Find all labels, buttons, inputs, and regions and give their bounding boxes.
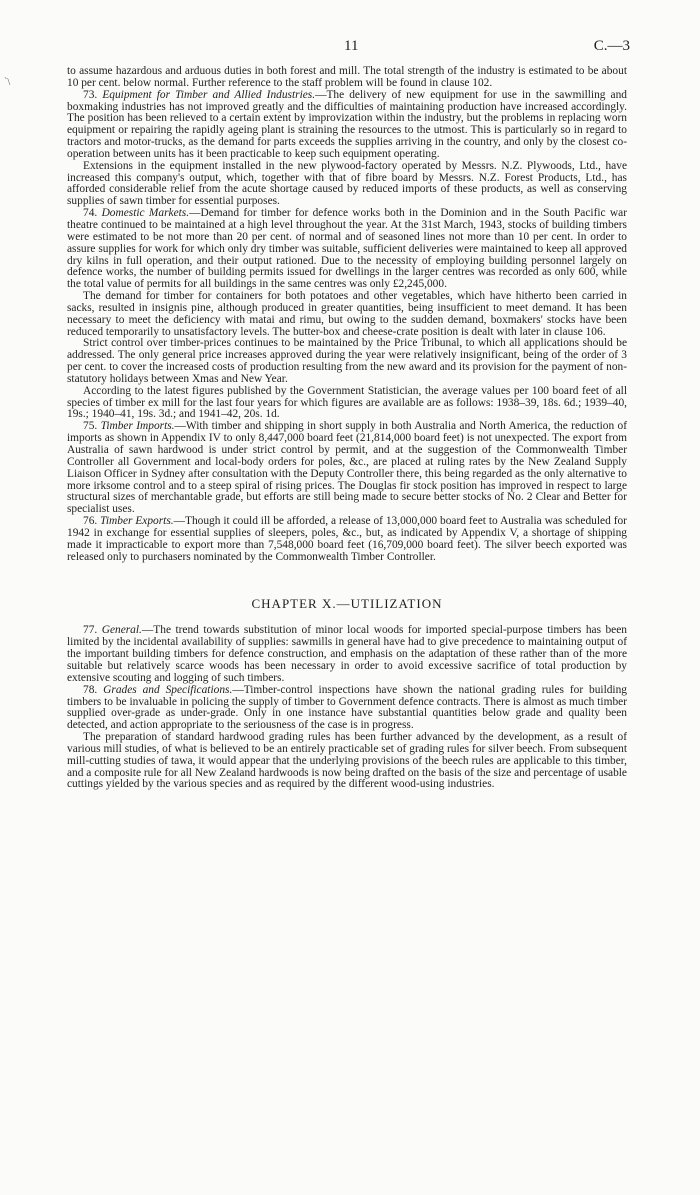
- clause-heading: Domestic Markets.: [101, 207, 190, 220]
- clause-heading: Timber Exports.: [100, 515, 174, 528]
- document-reference: C.—3: [593, 38, 630, 54]
- paragraph-text: The preparation of standard hardwood grading rules has been further advanced by the development, as a result of various mill studies, of what is believed to be an entirely practicable set of grading rules for silver beech. From subsequent mill-cutting studies of tawa, it would appear that the underlying provisions of the beech rules are applicable to this timber, and a composite rule for all New Zealand hardwoods is now being drafted on the basis of the size and percentage of usable cuttings yielded by the various species and as required by the different wood-using industries.: [67, 731, 627, 791]
- section-utilization: [67, 625, 627, 791]
- paragraph-text: —Demand for timber for defence works both in the Dominion and in the South Pacific war theatre continued to be maintained at a high level throughout the year. At the 31st March, 1943, stocks of building timbers were estimated to be not more than 20 per cent. of normal and of seasoned lines not more than 10 per cent. In order to assure supplies for work for which only dry timber was suitable, sufficient deliveries were maintained to keep all approved dry kilns in full operation, and their output rationed. Due to the necessity of employing building personnel largely on defence works, the number of building permits issued for dwellings in the larger centres was recorded as only 600, while the total value of permits for all buildings in the same centres was only £2,245,000.: [67, 207, 627, 291]
- clause-number: 76.: [83, 515, 98, 528]
- paragraph: [67, 161, 627, 208]
- paragraph-text: —Though it could ill be afforded, a release of 13,000,000 board feet to Australia was scheduled for 1942 in exchange for essential supplies of sleepers, poles, &c., but, as indicated by Appendix V, a shortage of shipping made it impracticable to export more than 7,548,000 board feet (16,709,000 board feet). The silver beech exported was released only to purchasers nominated by the Commonwealth Timber Controller.: [67, 515, 627, 563]
- clause-heading: General.: [101, 624, 142, 637]
- clause-number: 74.: [83, 207, 98, 220]
- paragraph-text: The demand for timber for containers for both potatoes and other vegetables, which have hitherto been carried in sacks, resulted in insignis pine, although produced in greater quantities, being insufficient to meet demand. It has been necessary to meet the deficiency with matai and rimu, but owing to the sudden demand, boxmakers' stocks have been reduced temporarily to unsatisfactory levels. The butter-box and cheese-crate position is dealt with later in clause 106.: [67, 290, 627, 338]
- section-forest-industries: [67, 66, 627, 563]
- paragraph: [67, 386, 627, 422]
- paragraph: [67, 516, 627, 563]
- chapter-heading: CHAPTER X.—UTILIZATION: [251, 596, 443, 612]
- page-number: 11: [344, 38, 359, 54]
- paragraph: [67, 208, 627, 291]
- paragraph-text: —The trend towards substitution of minor local woods for imported special-purpose timbers has been limited by the incidental availability of supplies: sawmills in general have had to give precedence to maintaining output of the important building timbers for defence construction, and emphasis on the adaptation of these rather than of the more suitable but relatively scarce woods has been necessary in order to avoid excessive sacrifice of total production by extensive scouting and logging of such timbers.: [67, 624, 627, 684]
- paragraph: [67, 685, 627, 732]
- clause-heading: Equipment for Timber and Allied Industries.: [102, 88, 316, 101]
- page-body: [67, 66, 627, 791]
- clause-heading: Grades and Specifications.: [103, 683, 233, 696]
- paragraph-text: Extensions in the equipment installed in the new plywood-factory operated by Messrs. N.Z. Plywoods, Ltd., have increased this company's output, which, together with that of fibre board by Messrs. N.Z. Forest Products, Ltd., has afforded considerable relief from the acute shortage caused by reduced imports of these products, as well as conserving supplies of sawn timber for essential purposes.: [67, 159, 627, 208]
- paragraph-text: —Timber-control inspections have shown the national grading rules for building timbers to be invaluable in policing the supply of timber to Government defence contracts. There is almost as much timber supplied over-grade as under-grade. Only in one instance have substantial quantities below grade and quality been detected, and action appropriate to the seriousness of the case is in progress.: [67, 683, 627, 732]
- paragraph-text: to assume hazardous and arduous duties in both forest and mill. The total strength of the industry is estimated to be about 10 per cent. below normal. Further reference to the staff problem will be found in clause 102.: [67, 65, 627, 89]
- clause-number: 77.: [83, 624, 98, 637]
- page-header: [0, 38, 700, 58]
- paragraph-text: Strict control over timber-prices continues to be maintained by the Price Tribunal, to which all applications should be addressed. The only general price increases approved during the year were relatively insignificant, being of the order of 3 per cent. to cover the increased costs of production resulting from the new award and its provision for the payment of non-statutory holidays between Xmas and New Year.: [67, 337, 627, 385]
- clause-heading: Timber Imports.: [100, 420, 175, 433]
- paragraph-text: —With timber and shipping in short supply in both Australia and North America, the reduction of imports as shown in Appendix IV to only 8,447,000 board feet (21,814,000 board feet) is not unexpected. The export from Australia of sawn hardwood is under strict control by permit, and at the suggestion of the Commonwealth Timber Controller all Government and local-body orders for poles, &c., are placed at ruling rates by the New Zealand Supply Liaison Officer in Sydney after consultation with the Deputy Controller there, this being regarded as the only alternative to more irksome control and to a steep spiral of rising prices. The Douglas fir stock position has improved in respect to large structural sizes of merchantable grade, but efforts are still being made to secure better stocks of No. 2 Clear and Better for specialist uses.: [67, 420, 627, 516]
- paragraph: [67, 338, 627, 385]
- paragraph: [67, 291, 627, 338]
- paragraph: [67, 90, 627, 161]
- paragraph: [67, 625, 627, 684]
- paragraph: [67, 732, 627, 791]
- clause-number: 73.: [83, 88, 98, 101]
- margin-mark: `\: [4, 77, 11, 88]
- paragraph: [67, 66, 627, 90]
- paragraph-text: —The delivery of new equipment for use in the sawmilling and boxmaking industries has not improved greatly and the difficulties of maintaining production have increased accordingly. The position has been relieved to a certain extent by improvization within the industry, but the problems in replacing worn equipment or repairing the rapidly ageing plant is straining the resources to the utmost. This is particularly so in regard to tractors and motor-trucks, as the demand for parts exceeds the supplies arriving in the country, and only by the closest co-operation between units has it been practicable to keep such equipment operating.: [67, 88, 628, 160]
- clause-number: 75.: [83, 420, 98, 433]
- paragraph: [67, 421, 627, 516]
- paragraph-text: According to the latest figures published by the Government Statistician, the average values per 100 board feet of all species of timber ex mill for the last four years for which figures are available are as follows: 1938–39, 18s. 6d.; 1939–40, 19s.; 1940–41, 19s. 3d.; and 1941–42, 20s. 1d.: [67, 384, 627, 421]
- clause-number: 78.: [83, 683, 98, 696]
